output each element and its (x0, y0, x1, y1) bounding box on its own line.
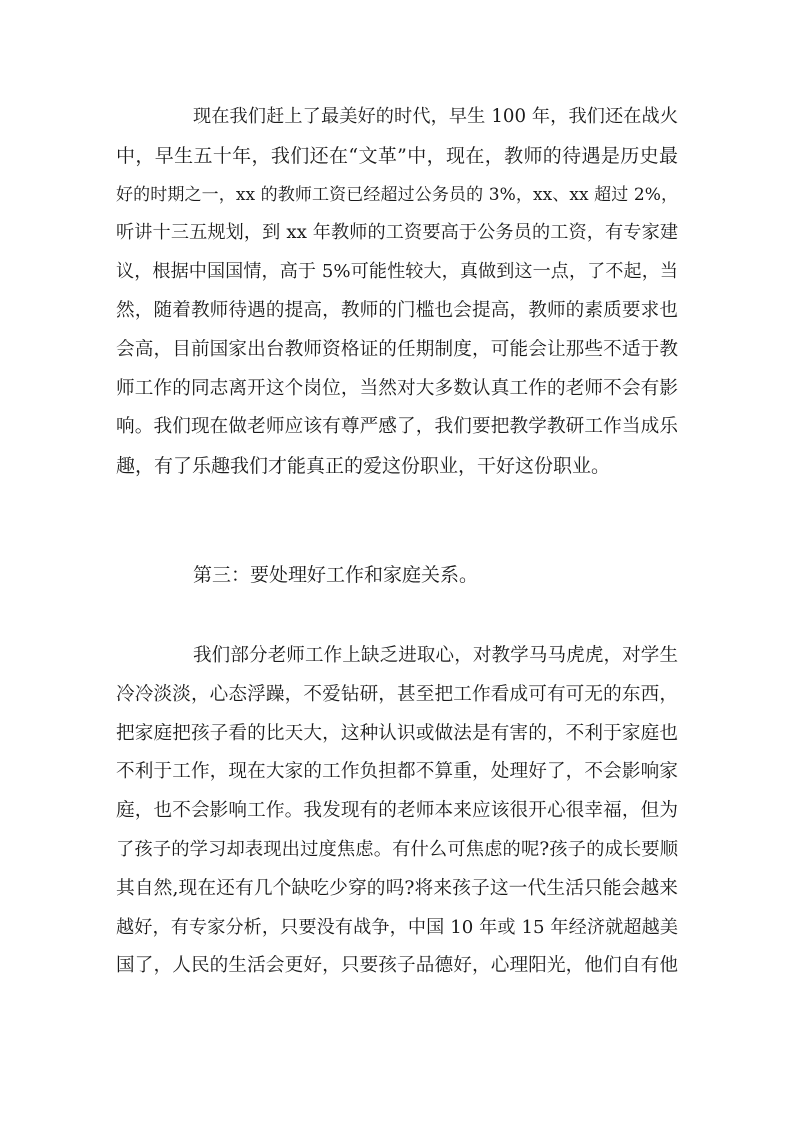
text-line: 好的时期之一，xx 的教师工资已经超过公务员的 3%，xx、xx 超过 2%， (116, 184, 678, 205)
paragraph-work-family (116, 637, 678, 986)
text-line: 现在我们赶上了最美好的时代，早生 100 年，我们还在战火 (193, 106, 678, 127)
text-line: 师工作的同志离开这个岗位，当然对大多数认真工作的老师不会有影 (116, 377, 678, 399)
text-line: 议，根据中国国情，高于 5%可能性较大，真做到这一点，了不起，当 (116, 261, 678, 283)
paragraph-teacher-treatment (116, 98, 678, 486)
text-line: 冷冷淡淡，心态浮躁，不爱钻研，甚至把工作看成可有可无的东西， (116, 683, 678, 705)
section-heading-third (116, 556, 678, 595)
text-line: 听讲十三五规划，到 xx 年教师的工资要高于公务员的工资，有专家建 (116, 222, 678, 244)
text-line: 响。我们现在做老师应该有尊严感了，我们要把教学教研工作当成乐 (116, 416, 678, 438)
text-line: 把家庭把孩子看的比天大，这种认识或做法是有害的，不利于家庭也 (116, 722, 678, 744)
text-line: 庭，也不会影响工作。我发现有的老师本来应该很开心很幸福，但为 (116, 800, 678, 822)
text-line: 越好，有专家分析，只要没有战争，中国 10 年或 15 年经济就超越美 (116, 916, 678, 938)
text-line: 然，随着教师待遇的提高，教师的门槛也会提高，教师的素质要求也 (116, 299, 678, 321)
text-line: 国了，人民的生活会更好，只要孩子品德好，心理阳光，他们自有他 (116, 955, 678, 977)
text-line: 了孩子的学习却表现出过度焦虑。有什么可焦虑的呢?孩子的成长要顺 (116, 838, 678, 860)
heading-line: 第三：要处理好工作和家庭关系。 (193, 564, 479, 586)
text-line: 不利于工作，现在大家的工作负担都不算重，处理好了，不会影响家 (116, 761, 678, 783)
text-line: 会高，目前国家出台教师资格证的任期制度，可能会让那些不适于教 (116, 338, 678, 360)
text-line: 其自然,现在还有几个缺吃少穿的吗?将来孩子这一代生活只能会越来 (116, 877, 678, 899)
text-line: 中，早生五十年，我们还在“文革”中，现在，教师的待遇是历史最 (116, 144, 678, 167)
text-line: 我们部分老师工作上缺乏进取心，对教学马马虎虎，对学生 (193, 645, 678, 666)
text-line: 趣，有了乐趣我们才能真正的爱这份职业，干好这份职业。 (116, 455, 611, 478)
